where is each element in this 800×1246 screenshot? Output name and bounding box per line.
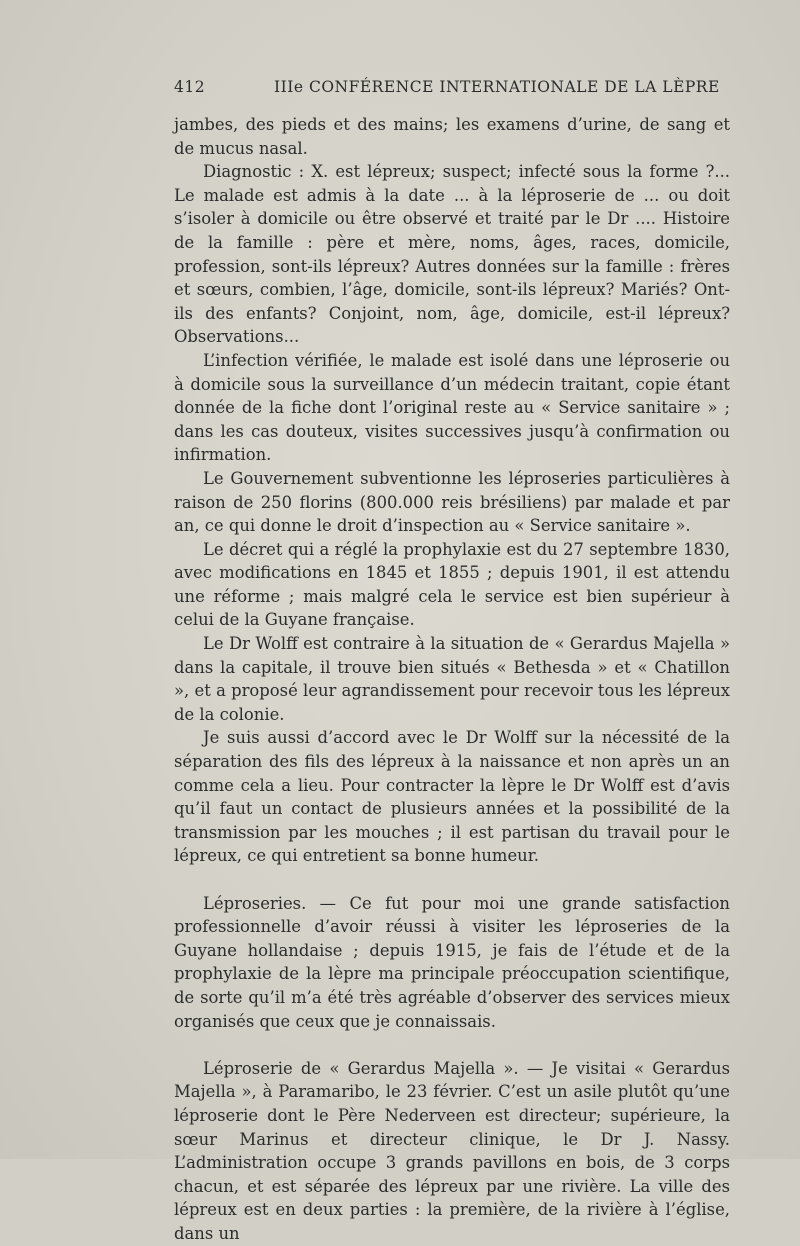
page-header [174,78,734,102]
running-head: IIIe CONFÉRENCE INTERNATIONALE DE LA LÈPRE [274,78,720,96]
paragraph-infection: L’infection vérifiée, le malade est isolé dans une léproserie ou à domicile sous la surveillance d’un médecin traitant, copie étant donnée de la fiche dont l’original reste au « Service sanitaire » ; dans les cas douteux, visites successives jusqu’à confirmation ou infirmation. [174,350,730,465]
paragraph-wolff-separation: Je suis aussi d’accord avec le Dr Wolff sur la nécessité de la séparation des fils des lépreux à la naissance et non après un an comme cela a lieu. Pour contracter la lèpre le Dr Wolff est d’avis qu’il faut un contact de plusieurs années et la possibilité de la transmission par les mouches ; il est partisan du travail pour le lépreux, ce qui entretient sa bonne humeur. [174,728,730,866]
paragraph-diagnostic: Diagnostic : X. est lépreux; suspect; infecté sous la forme ?... Le malade est admis à la date ... à la léproserie de ... ou doit s’isoler à domicile ou être observé et traité par le Dr .... Histoire de la famille : père et mère, noms, âges, races, domicile, profession, sont-ils lépreux? Autres données sur la famille : frères et sœurs, combien, l’âge, domicile, sont-ils lépreux? Mariés? Ont-ils des enfants? Conjoint, nom, âge, domicile, est-il lépreux? Observations... [174,162,730,347]
paragraph-government: Le Gouvernement subventionne les léproseries particulières à raison de 250 florins (800.000 reis brésiliens) par malade et par an, ce qui donne le droit d’inspection au « Service sanitaire ». [174,468,730,536]
paragraph-decree: Le décret qui a réglé la prophylaxie est du 27 septembre 1830, avec modifications en 1845 et 1855 ; depuis 1901, il est attendu une réforme ; mais malgré cela le service est bien supérieur à celui de la Guyane française. [174,539,730,630]
paragraph-gerardus-majella: Léproserie de « Gerardus Majella ». — Je visitai « Gerardus Majella », à Paramaribo, le 23 février. C’est un asile plutôt qu’une léproserie dont le Père Nederveen est directeur; supérieure, la sœur Marinus et directeur clinique, le Dr J. Nassy. L’administration occupe 3 grands pavillons en bois, de 3 corps chacun, et est séparée des lépreux par une rivière. La ville des lépreux est en deux parties : la première, de la rivière à l’église, dans un [174,1058,730,1243]
paragraph-continuation: jambes, des pieds et des mains; les examens d’urine, de sang et de mucus nasal. [174,115,730,158]
paragraph-leproseries: Léproseries. — Ce fut pour moi une grande satisfaction professionnelle d’avoir réussi à visiter les léproseries de la Guyane hollandaise ; depuis 1915, je fais de l’étude et de la prophylaxie de la lèpre ma principale préoccupation scientifique, de sorte qu’il m’a été très agréable d’observer des services mieux organisés que ceux que je connaissais. [174,893,730,1031]
body-text [174,113,730,1246]
page-number: 412 [174,78,206,96]
paragraph-wolff-situation: Le Dr Wolff est contraire à la situation de « Gerardus Majella » dans la capitale, il trouve bien situés « Bethesda » et « Chatillon », et a proposé leur agrandissement pour recevoir tous les lépreux de la colonie. [174,634,730,724]
